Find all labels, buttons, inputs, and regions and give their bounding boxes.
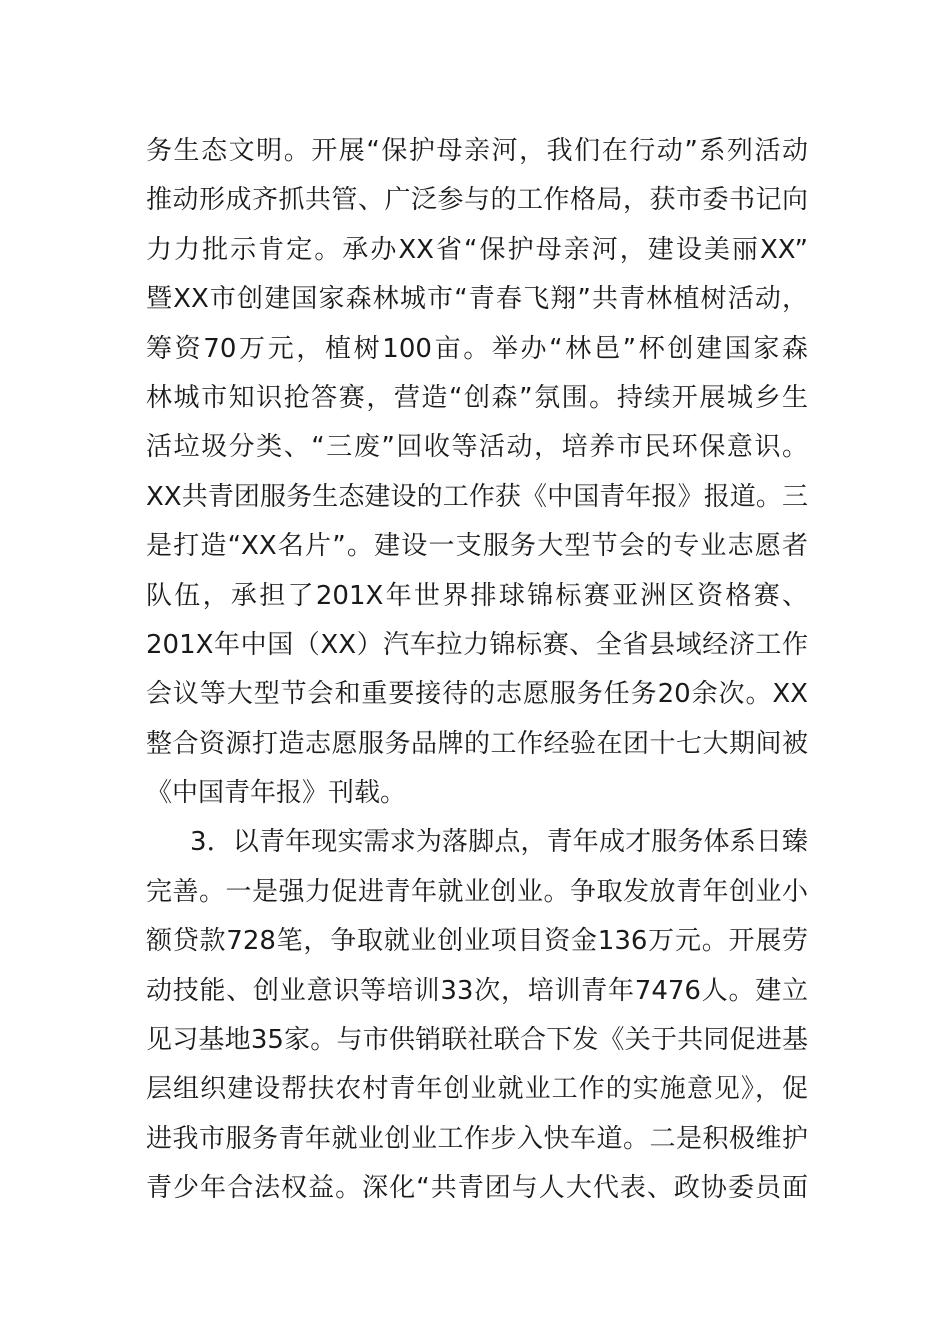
text-line: 整合资源打造志愿服务品牌的工作经验在团十七大期间被 — [146, 728, 808, 759]
text-line: 暨XX市创建国家森林城市“青春飞翔”共青林植树活动， — [146, 284, 808, 315]
text-line: 层组织建设帮扶农村青年创业就业工作的实施意见》，促 — [146, 1074, 808, 1105]
body-text — [146, 127, 808, 1214]
text-line: 动技能、创业意识等培训33次，培训青年7476人。建立 — [146, 975, 808, 1006]
text-line: 额贷款728笔，争取就业创业项目资金136万元。开展劳 — [146, 926, 808, 957]
text-line: 201X年中国（XX）汽车拉力锦标赛、全省县域经济工作 — [146, 629, 808, 660]
text-line: 筹资70万元，植树100亩。举办“林邑”杯创建国家森 — [146, 333, 808, 364]
text-line: 青少年合法权益。深化“共青团与人大代表、政协委员面 — [146, 1173, 808, 1204]
text-line-section-heading: 3．以青年现实需求为落脚点，青年成才服务体系日臻 — [190, 827, 808, 858]
text-line: 是打造“XX名片”。建设一支服务大型节会的专业志愿者 — [146, 531, 808, 562]
text-line: 见习基地35家。与市供销联社联合下发《关于共同促进基 — [146, 1025, 808, 1056]
text-line: 推动形成齐抓共管、广泛参与的工作格局，获市委书记向 — [146, 185, 808, 216]
text-line: XX共青团服务生态建设的工作获《中国青年报》报道。三 — [146, 481, 808, 512]
text-line: 进我市服务青年就业创业工作步入快车道。二是积极维护 — [146, 1123, 808, 1154]
text-line: 完善。一是强力促进青年就业创业。争取发放青年创业小 — [146, 876, 808, 907]
text-line: 会议等大型节会和重要接待的志愿服务任务20余次。XX — [146, 679, 808, 710]
text-line: 林城市知识抢答赛，营造“创森”氛围。持续开展城乡生 — [146, 382, 808, 413]
text-line: 务生态文明。开展“保护母亲河，我们在行动”系列活动 — [146, 136, 808, 166]
text-line: 力力批示肯定。承办XX省“保护母亲河，建设美丽XX” — [146, 234, 808, 265]
text-line: 队伍，承担了201X年世界排球锦标赛亚洲区资格赛、 — [146, 580, 808, 611]
text-line-paragraph-end: 《中国青年报》刊载。 — [146, 778, 407, 809]
text-line: 活垃圾分类、“三废”回收等活动，培养市民环保意识。 — [146, 432, 808, 463]
